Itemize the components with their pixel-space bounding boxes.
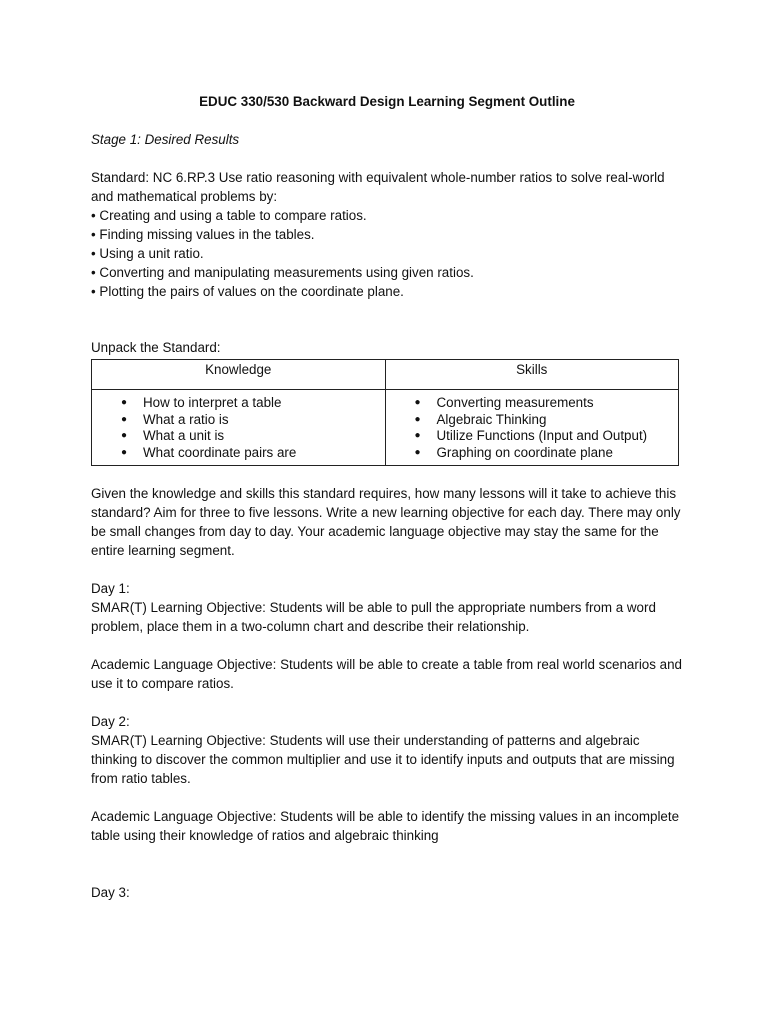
skills-list (386, 395, 679, 461)
table-row (92, 390, 679, 466)
language-objective: Academic Language Objective: Students will be able to create a table from real world scenarios and use it to compare ratios. (91, 657, 683, 692)
language-objective: Academic Language Objective: Students will be able to identify the missing values in an incomplete table using their knowledge of ratios and algebraic thinking (91, 809, 680, 844)
knowledge-cell (92, 390, 386, 466)
standard-bullet: • Creating and using a table to compare ratios. (91, 208, 367, 223)
skills-cell (385, 390, 679, 466)
knowledge-item: ● What coordinate pairs are (143, 445, 385, 462)
standard-bullet: • Using a unit ratio. (91, 246, 204, 261)
skills-item: ● Utilize Functions (Input and Output) (437, 428, 679, 445)
table-header-row (92, 360, 679, 390)
standard-section (91, 168, 683, 301)
knowledge-item: ● What a unit is (143, 428, 385, 445)
skills-item: ● Converting measurements (437, 395, 679, 412)
knowledge-item: ● What a ratio is (143, 412, 385, 429)
learning-objective: SMAR(T) Learning Objective: Students will use their understanding of patterns and algebraic thinking to discover the common multiplier and use it to identify inputs and outputs that are missing from ratio tables. (91, 733, 675, 787)
day-label: Day 1: (91, 581, 130, 597)
unpack-standard-label: Unpack the Standard: (91, 340, 221, 355)
document-page (91, 92, 683, 902)
skills-item: ● Algebraic Thinking (437, 412, 679, 429)
instructions-paragraph: Given the knowledge and skills this standard requires, how many lessons will it take to achieve this standard? Aim for three to five lessons. Write a new learning objective for each day. There may only be small changes from day to day. Your academic language objective may stay the same for the entire learning segment. (91, 486, 681, 559)
knowledge-header: Knowledge (92, 360, 386, 390)
standard-bullet-list (91, 206, 683, 301)
knowledge-list (92, 395, 385, 461)
day-label: Day 2: (91, 714, 130, 730)
day-1-section (91, 579, 683, 636)
learning-objective: SMAR(T) Learning Objective: Students will be able to pull the appropriate numbers from a word problem, place them in a two-column chart and describe their relationship. (91, 600, 656, 635)
standard-text: Standard: NC 6.RP.3 Use ratio reasoning with equivalent whole-number ratios to solve real-world and mathematical problems by: (91, 170, 665, 204)
day-2-section (91, 712, 683, 788)
document-title: EDUC 330/530 Backward Design Learning Segment Outline (199, 94, 575, 109)
stage-1-heading: Stage 1: Desired Results (91, 132, 240, 147)
skills-item: ● Graphing on coordinate plane (437, 445, 679, 462)
standard-bullet: • Plotting the pairs of values on the coordinate plane. (91, 284, 404, 299)
standard-bullet: • Converting and manipulating measurements using given ratios. (91, 265, 474, 280)
skills-header: Skills (385, 360, 679, 390)
knowledge-skills-table (91, 359, 679, 466)
standard-bullet: • Finding missing values in the tables. (91, 227, 315, 242)
day-label: Day 3: (91, 885, 130, 901)
knowledge-item: ● How to interpret a table (143, 395, 385, 412)
